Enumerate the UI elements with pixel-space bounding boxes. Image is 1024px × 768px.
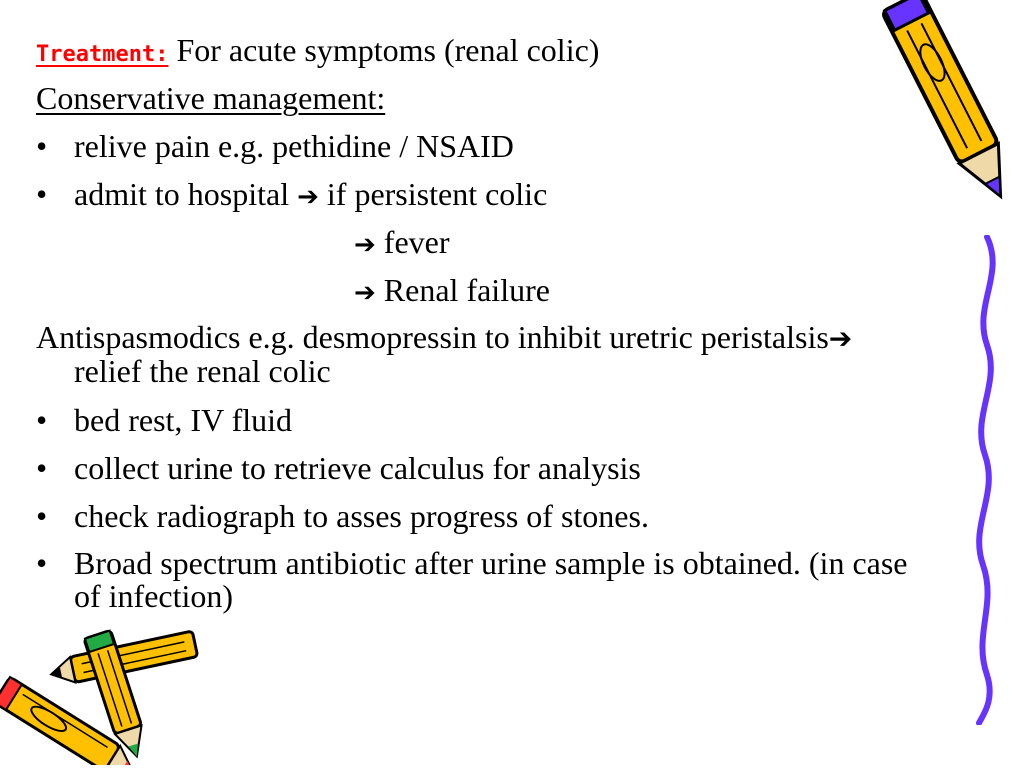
slide-body [36, 26, 916, 621]
list-item-text: Broad spectrum antibiotic after urine sample is obtained. (in case of infection) [74, 545, 908, 614]
bullet-icon: • [36, 176, 48, 212]
list-item-urine [36, 444, 916, 492]
list-item-pain [36, 122, 916, 170]
admit-reason-1: if persistent colic [318, 176, 548, 212]
list-item-text: admit to hospital [74, 176, 290, 212]
bullet-icon: • [36, 545, 48, 581]
bullet-icon: • [36, 402, 48, 438]
list-item-text: bed rest, IV fluid [74, 402, 293, 438]
arrow-icon: ➔ [354, 230, 376, 260]
list-item-antibiotic [36, 540, 916, 621]
treatment-label: Treatment: [36, 42, 169, 67]
list-item-radiograph [36, 492, 916, 540]
list-item-text: relive pain e.g. pethidine / NSAID [74, 128, 514, 164]
antispasmodics-result: relief the renal colic [74, 353, 331, 389]
treatment-line [36, 26, 916, 74]
list-item-text: collect urine to retrieve calculus for analysis [74, 450, 641, 486]
arrow-icon: ➔ [297, 182, 319, 212]
arrow-icon: ➔ [354, 278, 376, 308]
admit-reason-3: Renal failure [375, 272, 550, 308]
pencils-icon [0, 615, 210, 765]
pencil-icon [860, 0, 1010, 245]
antispasmodics-paragraph [36, 314, 916, 396]
list-item-bed-rest [36, 396, 916, 444]
treatment-text: For acute symptoms (renal colic) [168, 32, 600, 68]
bullet-icon: • [36, 128, 48, 164]
bullet-icon: • [36, 498, 48, 534]
antispasmodics-text: Antispasmodics e.g. desmopressin to inhibit uretric peristalsis [36, 319, 829, 355]
bullet-icon: • [36, 450, 48, 486]
conservative-heading-line [36, 74, 916, 122]
list-item-text: check radiograph to asses progress of stones. [74, 498, 649, 534]
arrow-bold-icon: ➔ [828, 322, 853, 355]
admit-reason-2: fever [375, 224, 450, 260]
wavy-line [965, 235, 1015, 725]
conservative-heading: Conservative management: [36, 80, 386, 116]
admit-reason-line-2 [36, 218, 916, 266]
admit-reason-line-3 [36, 266, 916, 314]
list-item-admit [36, 170, 916, 218]
